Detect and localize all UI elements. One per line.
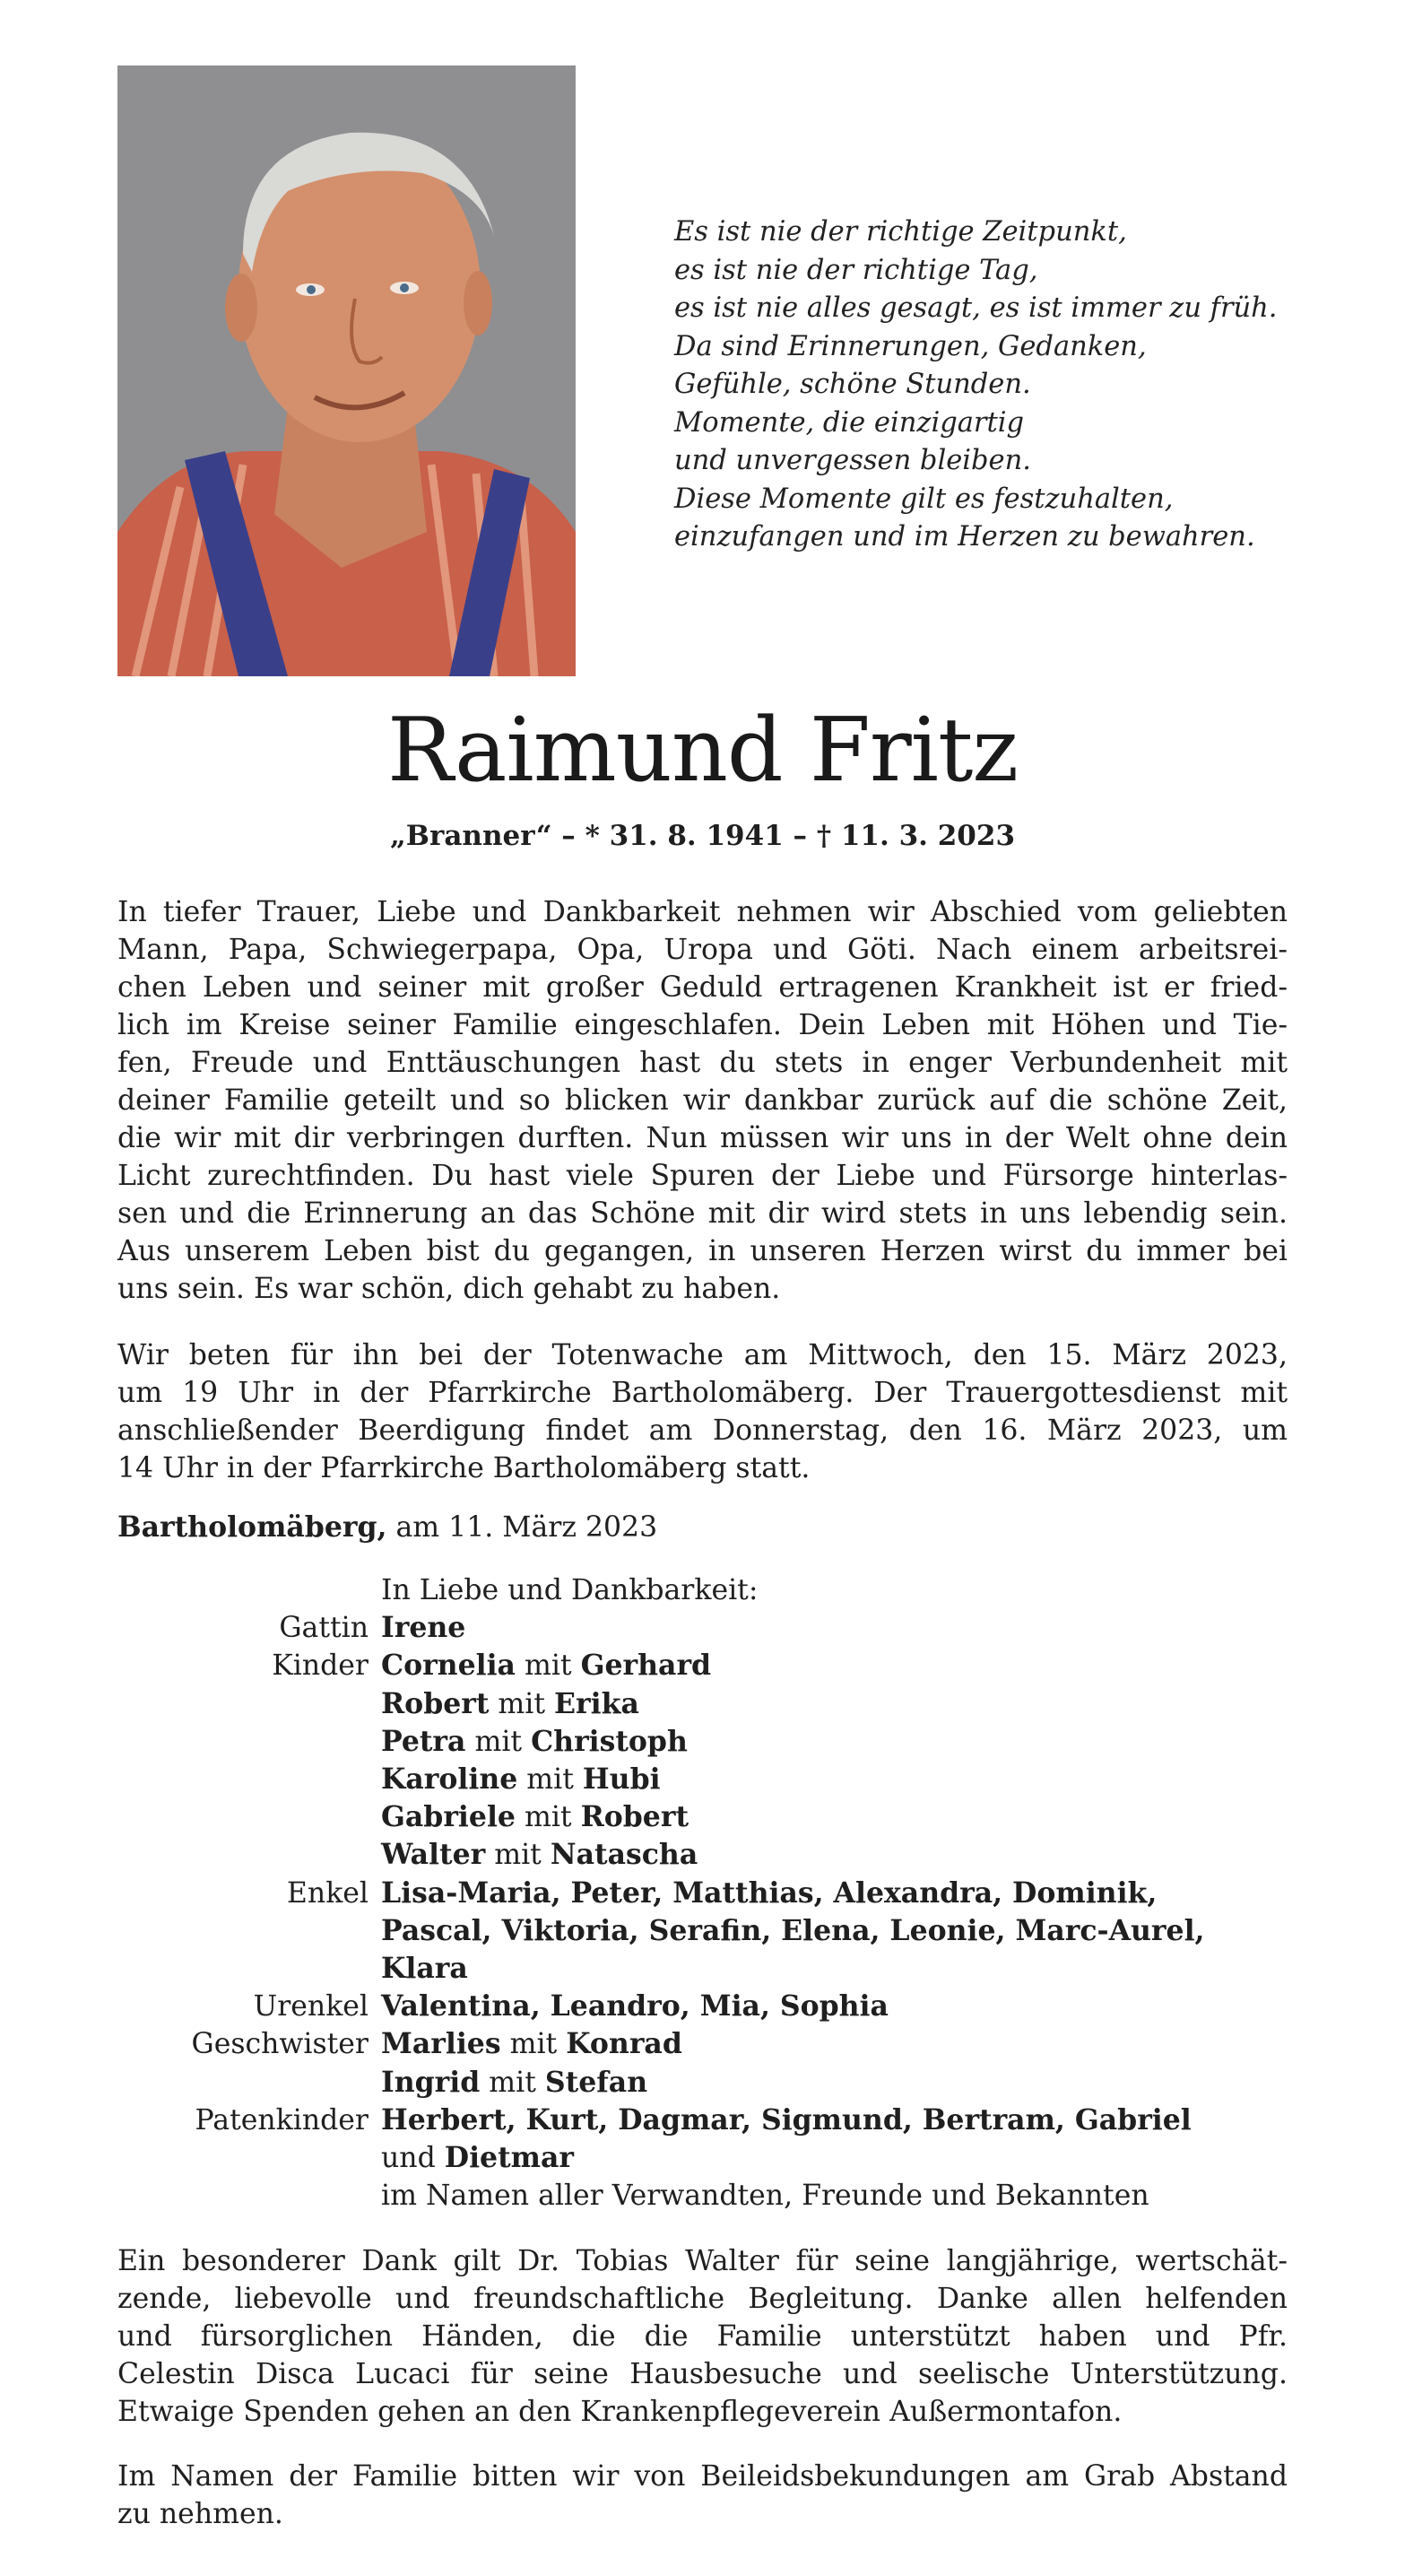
text-line: zu nehmen. (117, 2498, 283, 2530)
text-line: Ein besonderer Dank gilt Dr. Tobias Walter für seine langjährige, wertschät- (117, 2245, 1288, 2277)
member-connector: mit (465, 1725, 532, 1758)
member-line (381, 1647, 1319, 1684)
member-name: Herbert, Kurt, Dagmar, Sigmund, Bertram, Gabriel (381, 2102, 1192, 2137)
text-line: um 19 Uhr in der Pfarrkirche Bartholomäberg. Der Trauergottesdienst mit (117, 1377, 1288, 1409)
place-town: Bartholomäberg, (117, 1510, 387, 1544)
life-dates: „Branner“ – * 31. 8. 1941 – † 11. 3. 2023 (389, 820, 1016, 852)
family-role: Patenkinder (195, 2103, 369, 2137)
family-rows (117, 1609, 1319, 2177)
member-line (381, 2102, 1319, 2139)
family-members (381, 1647, 1319, 1874)
text-line: die wir mit dir verbringen durften. Nun müssen wir uns in der Welt ohne dein (117, 1122, 1288, 1154)
poem-line: es ist nie alles gesagt, es ist immer zu früh. (674, 292, 1278, 324)
member-name: Robert (580, 1800, 689, 1834)
member-name: Karoline (381, 1762, 518, 1797)
family-intro: In Liebe und Dankbarkeit: (381, 1574, 759, 1606)
member-name: Erika (554, 1686, 639, 1720)
member-line (381, 2025, 1319, 2063)
member-name: Valentina, Leandro, Mia, Sophia (381, 1989, 889, 2023)
member-name: Hubi (582, 1762, 661, 1797)
request-paragraph (117, 2458, 1288, 2533)
family-row (117, 1988, 1319, 2025)
member-name: Konrad (566, 2027, 682, 2061)
member-line (381, 1875, 1319, 1912)
text-line: zende, liebevolle und freundschaftliche Begleitung. Danke allen helfenden (117, 2283, 1288, 2315)
service-paragraph (117, 1336, 1288, 1487)
family-role: Gattin (279, 1612, 369, 1645)
place-date (117, 1509, 657, 1546)
farewell-paragraph (117, 893, 1288, 1308)
member-connector: und (381, 2142, 445, 2175)
member-line (381, 1685, 1319, 1723)
family-members (381, 1609, 1319, 1647)
family-role: Urenkel (253, 1990, 369, 2023)
member-name: Stefan (544, 2065, 648, 2099)
member-line (381, 1912, 1319, 1950)
member-connector: mit (500, 2028, 567, 2061)
thanks-paragraph (117, 2242, 1288, 2431)
text-line: lich im Kreise seiner Familie eingeschlafen. Dein Leben mit Höhen und Tie- (117, 1009, 1288, 1041)
text-line: fen, Freude und Enttäuschungen hast du stets in enger Verbundenheit mit (117, 1047, 1288, 1079)
member-name: Gerhard (580, 1649, 712, 1683)
member-name: Walter (381, 1838, 486, 1872)
member-name: Cornelia (381, 1649, 516, 1683)
member-connector: mit (480, 2066, 545, 2099)
family-closing: im Namen aller Verwandten, Freunde und Bekannten (381, 2180, 1149, 2213)
family-members (381, 2025, 1319, 2101)
poem-line: Es ist nie der richtige Zeitpunkt, (674, 216, 1127, 248)
family-role: Enkel (286, 1876, 369, 1910)
text-line: anschließender Beerdigung findet am Donnerstag, den 16. März 2023, um (117, 1414, 1288, 1447)
member-name: Pascal, Viktoria, Serafin, Elena, Leonie, Marc-Aurel, (381, 1913, 1205, 1947)
member-name: Gabriele (381, 1800, 516, 1834)
member-name: Robert (381, 1686, 490, 1720)
text-line: Im Namen der Familie bitten wir von Beileidsbekundungen am Grab Abstand (117, 2460, 1288, 2493)
member-line (381, 1798, 1319, 1836)
family-row (117, 1647, 1319, 1874)
text-line: 14 Uhr in der Pfarrkirche Bartholomäberg statt. (117, 1452, 811, 1484)
poem-line: Da sind Erinnerungen, Gedanken, (674, 330, 1147, 362)
member-line (381, 1723, 1319, 1761)
member-name: Christoph (531, 1724, 688, 1758)
member-line (381, 2064, 1319, 2102)
family-role: Kinder (272, 1649, 369, 1683)
member-line (381, 1988, 1319, 2025)
text-line: chen Leben und seiner mit großer Geduld ertragenen Krankheit ist er fried- (117, 971, 1288, 1004)
family-members (381, 1988, 1319, 2025)
place-date-text: am 11. März 2023 (395, 1511, 658, 1544)
poem-line: Momente, die einzigartig (674, 406, 1025, 439)
text-line: In tiefer Trauer, Liebe und Dankbarkeit nehmen wir Abschied vom geliebten (117, 896, 1288, 928)
member-name: Irene (381, 1611, 466, 1645)
text-line: Celestin Disca Lucaci für seine Hausbesuche und seelische Unterstützung. (117, 2358, 1288, 2390)
member-connector: mit (515, 1801, 581, 1834)
family-role: Geschwister (191, 2028, 369, 2061)
member-name: Petra (381, 1724, 466, 1758)
member-name: Natascha (550, 1838, 698, 1872)
text-line: uns sein. Es war schön, dich gehabt zu haben. (117, 1273, 781, 1305)
text-line: Etwaige Spenden gehen an den Krankenpflegeverein Außermontafon. (117, 2396, 1123, 2428)
member-line (381, 1761, 1319, 1798)
text-line: Wir beten für ihn bei der Totenwache am Mittwoch, den 15. März 2023, (117, 1339, 1288, 1371)
text-line: und fürsorglichen Händen, die die Familie unterstützt haben und Pfr. (117, 2320, 1288, 2353)
family-row (117, 2102, 1319, 2177)
member-line (381, 1609, 1319, 1647)
family-row (117, 2025, 1319, 2101)
family-members (381, 2102, 1319, 2177)
member-connector: mit (517, 1763, 583, 1797)
text-line: Mann, Papa, Schwiegerpapa, Opa, Uropa und Göti. Nach einem arbeitsrei- (117, 934, 1288, 966)
member-name: Marlies (381, 2027, 501, 2061)
family-members (381, 1875, 1319, 1989)
member-name: Klara (381, 1952, 468, 1986)
poem-line: Diese Momente gilt es festzuhalten, (674, 483, 1174, 515)
member-name: Lisa-Maria, Peter, Matthias, Alexandra, Dominik, (381, 1875, 1158, 1910)
text-line: Licht zurechtfinden. Du hast viele Spuren der Liebe und Fürsorge hinterlas- (117, 1160, 1288, 1192)
member-line (381, 2139, 1319, 2177)
poem-line: Gefühle, schöne Stunden. (674, 369, 1031, 400)
poem (674, 213, 1356, 557)
member-line (381, 1950, 1319, 1988)
deceased-name: Raimund Fritz (386, 700, 1019, 802)
member-name: Ingrid (381, 2065, 481, 2099)
text-line: sen und die Erinnerung an das Schöne mit dir wird stets in uns lebendig sein. (117, 1197, 1288, 1230)
member-connector: mit (489, 1687, 555, 1720)
portrait-photo (117, 65, 576, 676)
member-line (381, 1836, 1319, 1874)
family-list (117, 1571, 1319, 2215)
member-connector: mit (485, 1839, 551, 1872)
poem-line: einzufangen und im Herzen zu bewahren. (674, 521, 1255, 553)
poem-line: es ist nie der richtige Tag, (674, 254, 1038, 286)
family-row (117, 1875, 1319, 1989)
family-row (117, 1609, 1319, 1647)
poem-line: und unvergessen bleiben. (674, 445, 1031, 476)
text-line: Aus unserem Leben bist du gegangen, in unseren Herzen wirst du immer bei (117, 1235, 1288, 1267)
member-connector: mit (515, 1649, 581, 1683)
text-line: deiner Familie geteilt und so blicken wir dankbar zurück auf die schöne Zeit, (117, 1084, 1288, 1117)
member-name: Dietmar (444, 2141, 574, 2175)
